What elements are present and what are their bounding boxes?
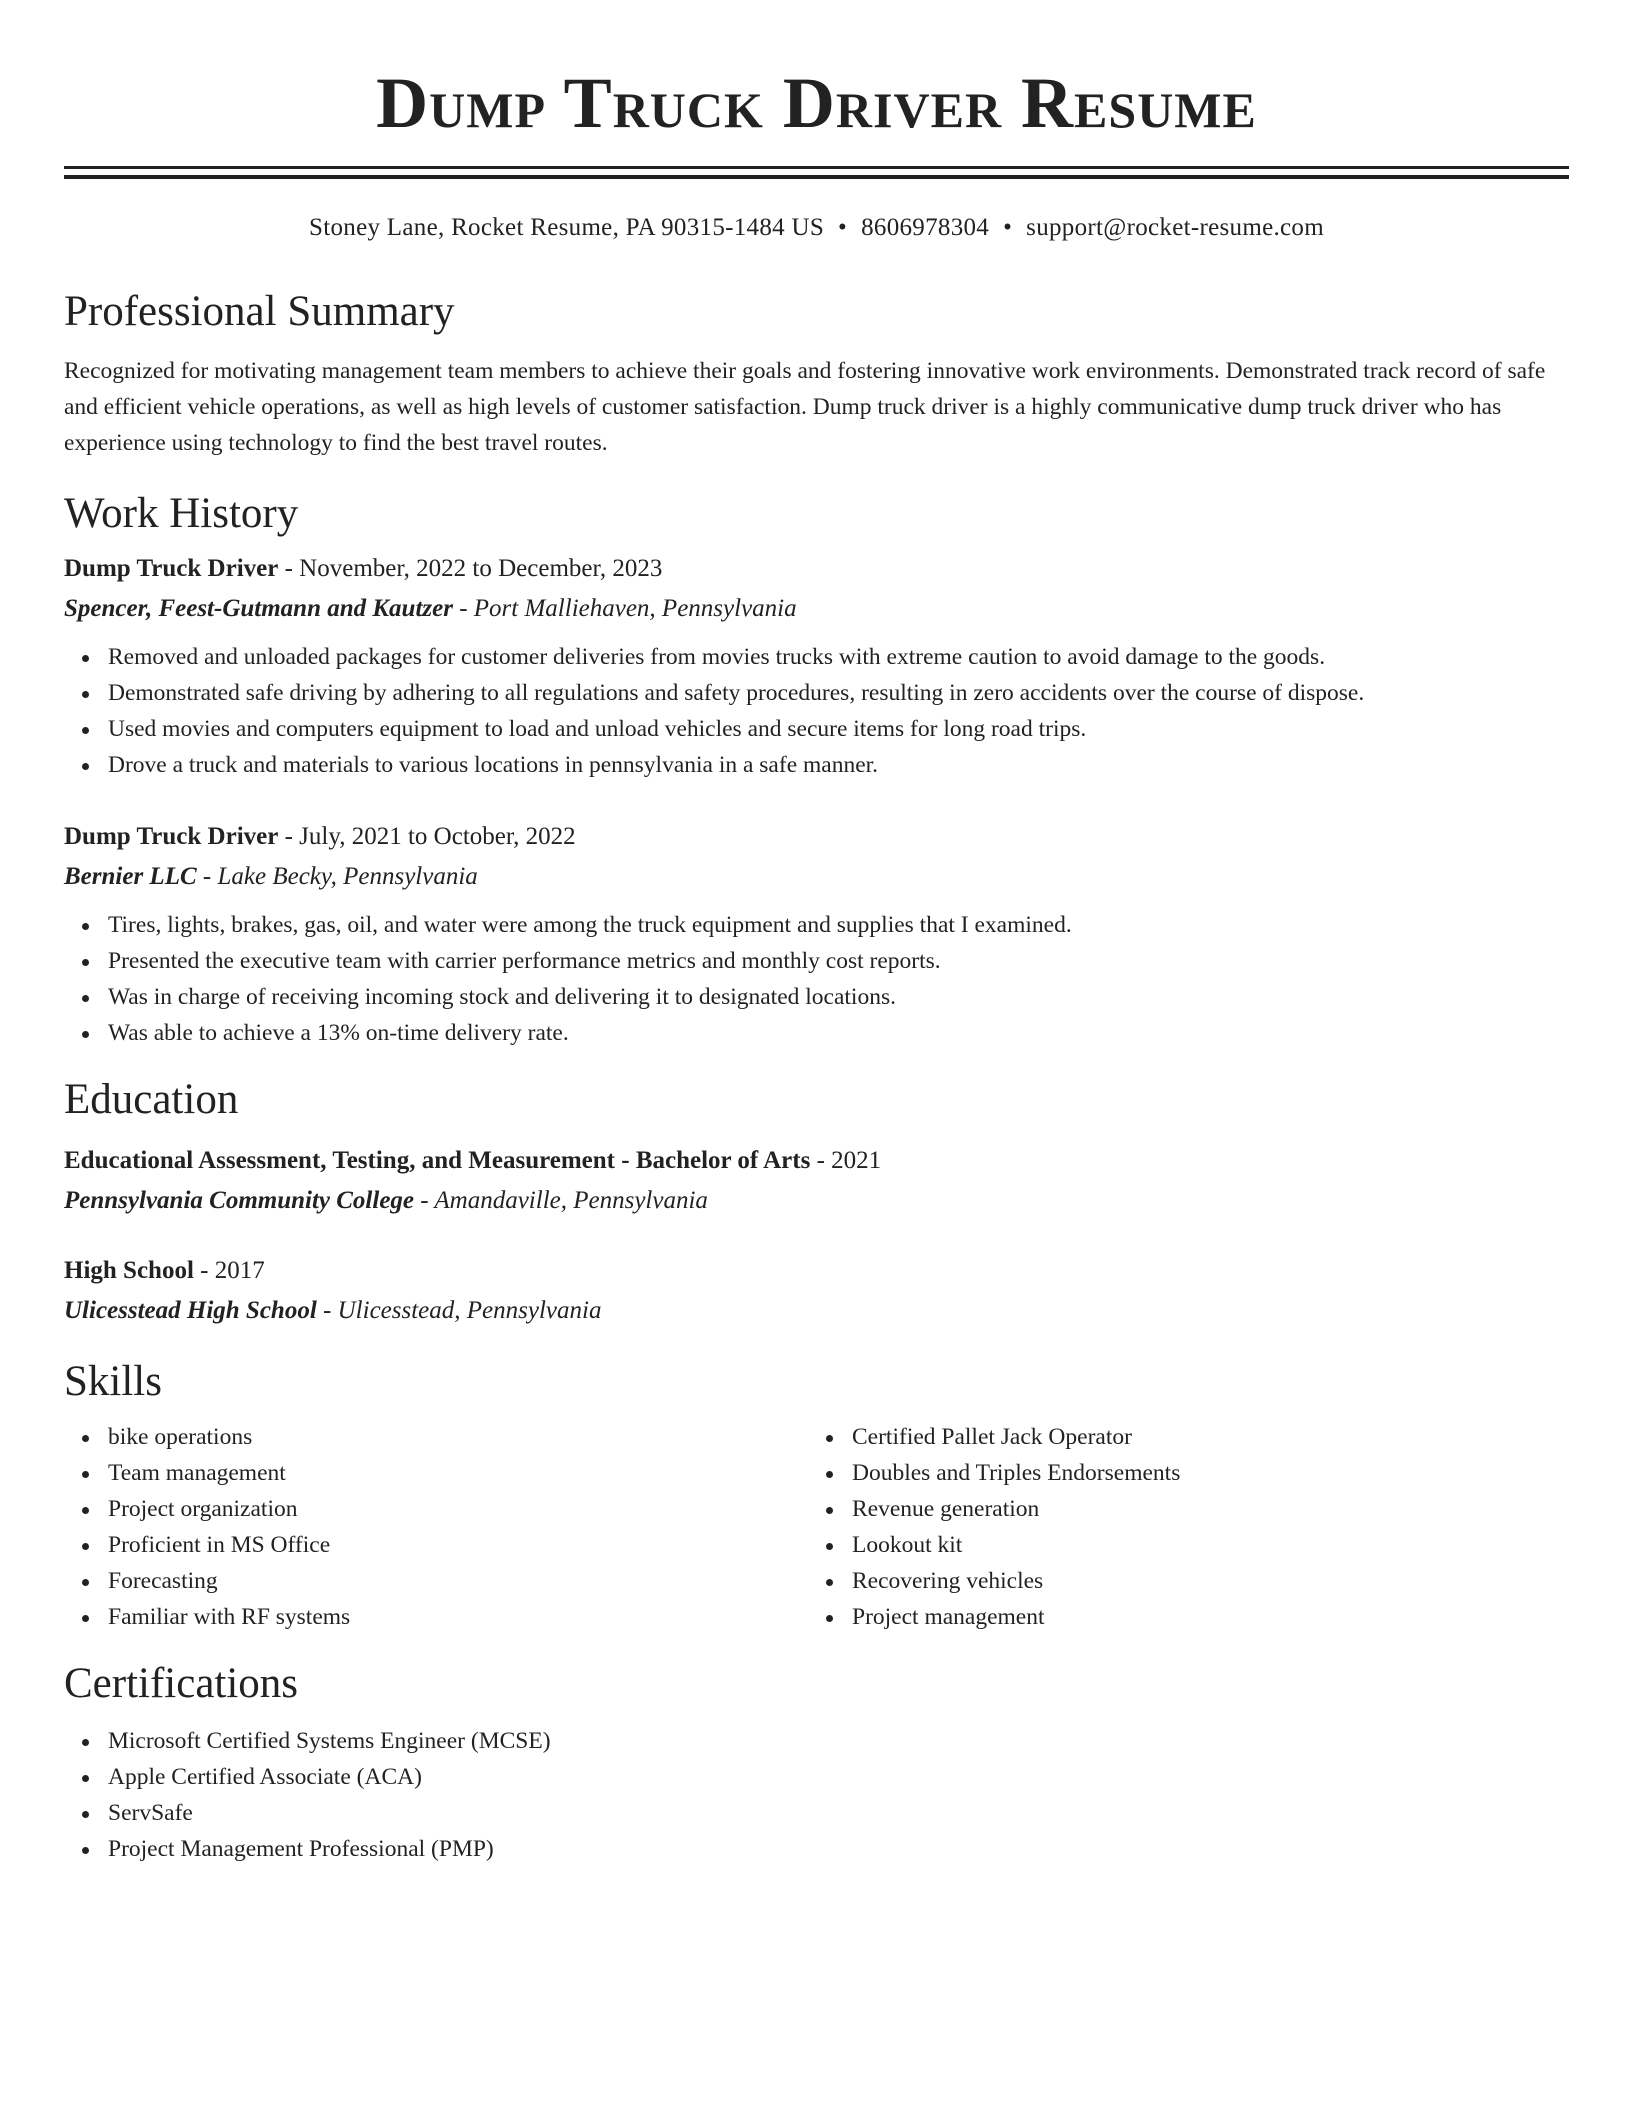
certifications-heading: Certifications: [64, 1660, 299, 1707]
certifications-section: [64, 1657, 1569, 1867]
education-institution: [64, 1181, 1569, 1221]
job-header: [64, 549, 1569, 589]
list-item: Used movies and computers equipment to load and unload vehicles and secure items for long road trips.: [108, 711, 1569, 747]
list-item: Presented the executive team with carrier performance metrics and monthly cost reports.: [108, 943, 1569, 979]
job-bullets: [64, 639, 1569, 783]
education-institution: [64, 1291, 1569, 1331]
list-item: Familiar with RF systems: [108, 1599, 808, 1635]
job-bullets: [64, 907, 1569, 1051]
skills-list: [64, 1419, 808, 1635]
contact-separator: •: [1003, 214, 1013, 241]
list-item: Removed and unloaded packages for customer deliveries from movies trucks with extreme caution to avoid damage to the goods.: [108, 639, 1569, 675]
job-location: - Lake Becky, Pennsylvania: [196, 863, 478, 890]
list-item: Doubles and Triples Endorsements: [852, 1455, 1552, 1491]
job-title: Dump Truck Driver: [64, 823, 279, 850]
job-entry: [64, 817, 1569, 1051]
job-company: Bernier LLC: [64, 863, 197, 890]
job-dates: - July, 2021 to October, 2022: [278, 823, 576, 850]
education-entry: [64, 1251, 1569, 1331]
summary-section: [64, 285, 1569, 461]
list-item: Recovering vehicles: [852, 1563, 1552, 1599]
resume-title: Dump Truck Driver Resume: [376, 63, 1257, 143]
title-divider-thick: [64, 175, 1569, 179]
list-item: Was in charge of receiving incoming stock and delivering it to designated locations.: [108, 979, 1569, 1015]
list-item: Proficient in MS Office: [108, 1527, 808, 1563]
list-item: Lookout kit: [852, 1527, 1552, 1563]
job-header: [64, 817, 1569, 857]
list-item: Tires, lights, brakes, gas, oil, and water were among the truck equipment and supplies that I examined.: [108, 907, 1569, 943]
list-item: Microsoft Certified Systems Engineer (MCSE): [108, 1723, 1569, 1759]
list-item: Apple Certified Associate (ACA): [108, 1759, 1569, 1795]
contact-address: Stoney Lane, Rocket Resume, PA 90315-1484 US: [309, 214, 825, 241]
contact-phone: 8606978304: [861, 214, 990, 241]
skills-column-right: [808, 1419, 1552, 1635]
list-item: Project Management Professional (PMP): [108, 1831, 1569, 1867]
list-item: Drove a truck and materials to various locations in pennsylvania in a safe manner.: [108, 747, 1569, 783]
job-location: - Port Malliehaven, Pennsylvania: [452, 595, 797, 622]
job-title: Dump Truck Driver: [64, 555, 279, 582]
list-item: Revenue generation: [852, 1491, 1552, 1527]
job-employer: [64, 589, 1569, 629]
education-location: - Amandaville, Pennsylvania: [414, 1187, 708, 1214]
education-degree: High School: [64, 1257, 194, 1284]
contact-separator: •: [838, 214, 848, 241]
education-school: Ulicesstead High School: [64, 1297, 317, 1324]
job-dates: - November, 2022 to December, 2023: [278, 555, 663, 582]
certifications-list: [64, 1723, 1569, 1867]
education-year: - 2021: [810, 1147, 882, 1174]
resume-page: [64, 0, 1569, 1867]
list-item: Project organization: [108, 1491, 808, 1527]
skills-column-left: [64, 1419, 808, 1635]
education-entry: [64, 1141, 1569, 1221]
skills-columns: [64, 1419, 1569, 1635]
list-item: Team management: [108, 1455, 808, 1491]
work-history-section: [64, 487, 1569, 1051]
job-company: Spencer, Feest-Gutmann and Kautzer: [64, 595, 453, 622]
list-item: bike operations: [108, 1419, 808, 1455]
list-item: Certified Pallet Jack Operator: [852, 1419, 1552, 1455]
job-entry: [64, 549, 1569, 783]
summary-heading: Professional Summary: [64, 288, 455, 335]
contact-email: support@rocket-resume.com: [1026, 214, 1324, 241]
skills-list: [808, 1419, 1552, 1635]
work-history-heading: Work History: [64, 490, 299, 537]
title-divider-thin: [64, 166, 1569, 169]
list-item: Forecasting: [108, 1563, 808, 1599]
education-year: - 2017: [193, 1257, 265, 1284]
education-header: [64, 1141, 1569, 1181]
contact-line: [64, 211, 1569, 245]
skills-heading: Skills: [64, 1358, 162, 1405]
education-school: Pennsylvania Community College: [64, 1187, 415, 1214]
education-degree: Educational Assessment, Testing, and Measurement - Bachelor of Arts: [64, 1147, 811, 1174]
skills-section: [64, 1355, 1569, 1635]
list-item: ServSafe: [108, 1795, 1569, 1831]
education-location: - Ulicesstead, Pennsylvania: [316, 1297, 602, 1324]
education-heading: Education: [64, 1076, 239, 1123]
education-section: [64, 1073, 1569, 1331]
list-item: Project management: [852, 1599, 1552, 1635]
summary-text: Recognized for motivating management team members to achieve their goals and fostering innovative work environments. Demonstrated track record of safe and efficient vehicle operations, as well as high levels of customer satisfaction. Dump truck driver is a highly communicative dump truck driver who has experience using technology to find the best travel routes.: [64, 358, 1546, 456]
list-item: Was able to achieve a 13% on-time delivery rate.: [108, 1015, 1569, 1051]
job-employer: [64, 857, 1569, 897]
list-item: Demonstrated safe driving by adhering to all regulations and safety procedures, resulting in zero accidents over the course of dispose.: [108, 675, 1569, 711]
education-header: [64, 1251, 1569, 1291]
